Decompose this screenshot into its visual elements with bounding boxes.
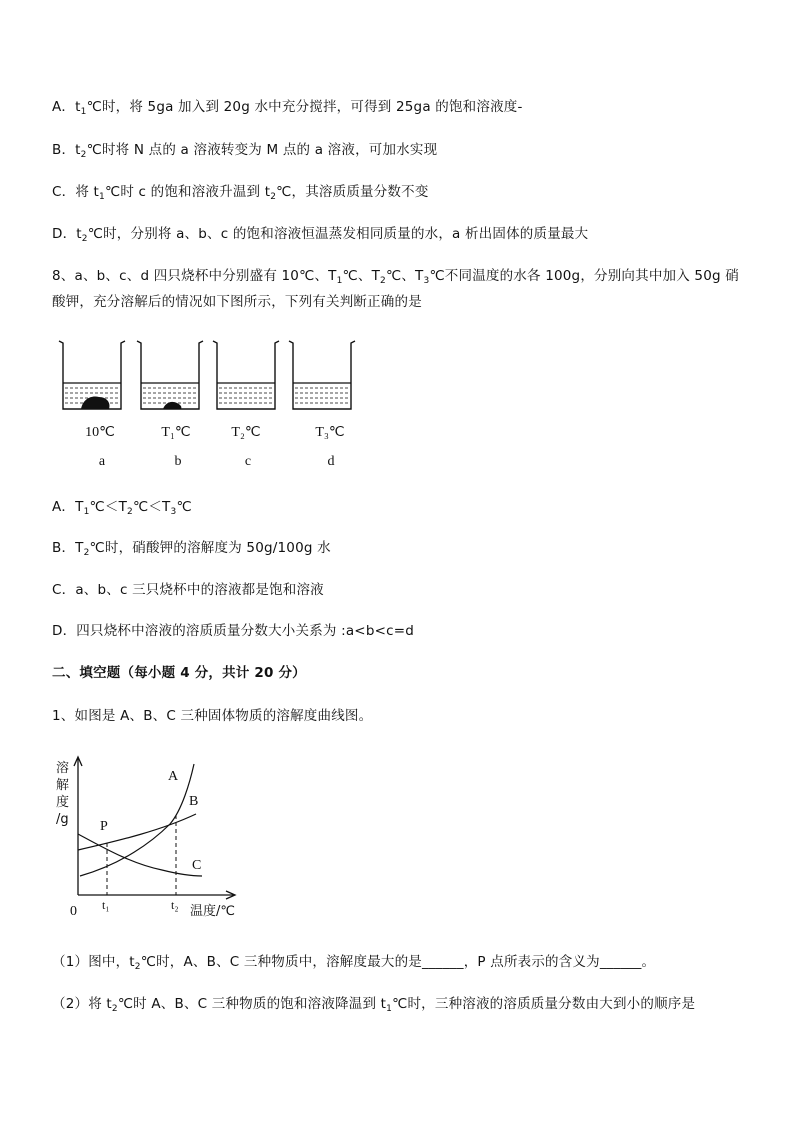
curve-b <box>78 814 196 850</box>
beaker-a-letter: a <box>98 454 106 469</box>
label-b: B <box>189 794 199 809</box>
curve-c <box>78 834 202 876</box>
q7-option-c: C．将 $t_1℃$时 c 的饱和溶液升温到 $t_2℃$，其溶质质量分数不变 <box>52 184 429 202</box>
q8-option-a: A．$T_1℃<T_2℃<T_3℃$ <box>52 499 192 517</box>
q8-option-c: C．a、b、c 三只烧杯中的溶液都是饱和溶液 <box>52 582 324 598</box>
q1-stem: 1、如图是 A、B、C 三种固体物质的溶解度曲线图。 <box>52 708 373 724</box>
beaker-b-temp: T₁℃ <box>161 425 191 440</box>
section-title: 二、填空题（每小题 4 分，共计 20 分） <box>52 665 306 681</box>
beaker-d-temp: T₃℃ <box>315 425 345 440</box>
beaker-c <box>213 341 279 409</box>
t1-label: t₁ <box>102 898 110 912</box>
beaker-a <box>59 341 125 409</box>
q1-subquestion-2: （2）将 $t_2℃$时 A、B、C 三种物质的饱和溶液降温到 $t_1℃$时，三种溶液的溶质质量分数由大到小的顺序是 <box>52 996 696 1014</box>
t2-label: t₂ <box>171 898 179 912</box>
beakers-figure <box>55 335 365 415</box>
solubility-graph <box>52 752 252 922</box>
beaker-c-temp: T₂℃ <box>231 425 261 440</box>
q8-option-d: D．四只烧杯中溶液的溶质质量分数大小关系为 :a<b<c=d <box>52 623 415 639</box>
origin-label: 0 <box>70 904 77 919</box>
label-c: C <box>192 858 202 873</box>
q8-stem-line1: 8、a、b、c、d 四只烧杯中分别盛有 10℃、$T_1℃$、$T_2℃$、$T_3℃$不同温度的水各 100g，分别向其中加入 50g 硝 <box>52 268 739 286</box>
x-axis-label: 温度/℃ <box>190 904 235 919</box>
beaker-d <box>289 341 355 409</box>
label-p: P <box>100 819 108 834</box>
q7-option-a: A．$t_1℃$时，将 5ga 加入到 20g 水中充分搅拌，可得到 25ga 的饱和溶液度- <box>52 99 523 117</box>
q7-option-d: D．$t_2℃$时，分别将 a、b、c 的饱和溶液恒温蒸发相同质量的水，a 析出固体的质量最大 <box>52 226 589 244</box>
y-label-3: 度 <box>56 795 70 810</box>
y-label-4: /g <box>56 812 69 827</box>
q1-subquestion-1: （1）图中，$t_2℃$时，A、B、C 三种物质中，溶解度最大的是______，P 点所表示的含义为______。 <box>52 954 656 972</box>
beaker-b <box>137 341 203 409</box>
label-a: A <box>168 769 179 784</box>
q8-stem-line2: 酸钾，充分溶解后的情况如下图所示，下列有关判断正确的是 <box>52 294 422 310</box>
q7-option-b: B．$t_2℃$时将 N 点的 a 溶液转变为 M 点的 a 溶液，可加水实现 <box>52 142 438 160</box>
beaker-d-letter: d <box>327 454 335 469</box>
y-label-1: 溶 <box>56 761 70 776</box>
beaker-a-temp: 10℃ <box>85 425 115 440</box>
q8-option-b: B．$T_2℃$时，硝酸钾的溶解度为 50g/100g 水 <box>52 540 331 558</box>
y-label-2: 解 <box>56 778 70 793</box>
beaker-c-letter: c <box>244 454 252 469</box>
beaker-b-letter: b <box>174 454 182 469</box>
